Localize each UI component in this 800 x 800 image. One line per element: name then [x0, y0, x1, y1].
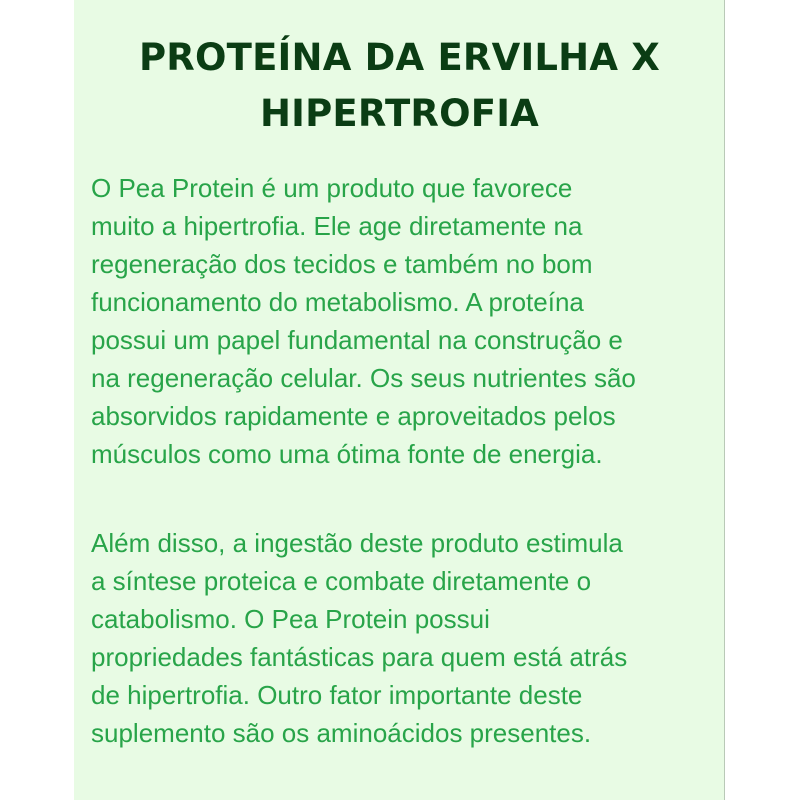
- paragraph-line: na regeneração celular. Os seus nutrientes são: [91, 363, 636, 393]
- paragraph-1: [91, 169, 717, 473]
- paragraph-line: suplemento são os aminoácidos presentes.: [91, 718, 592, 748]
- paragraph-line: Além disso, a ingestão deste produto estimula: [91, 528, 623, 558]
- title-line: HIPERTROFIA: [259, 92, 539, 135]
- paragraph-line: regeneração dos tecidos e também no bom: [91, 249, 593, 279]
- paragraph-2: [91, 524, 717, 752]
- paragraph-line: a síntese proteica e combate diretamente o: [91, 566, 592, 596]
- paragraph-line: possui um papel fundamental na construção e: [91, 325, 623, 355]
- article-title: [74, 30, 725, 142]
- paragraph-line: catabolismo. O Pea Protein possui: [91, 604, 490, 634]
- paragraph-line: músculos como uma ótima fonte de energia.: [91, 439, 603, 469]
- paragraph-line: absorvidos rapidamente e aproveitados pelos: [91, 401, 616, 431]
- paragraph-line: funcionamento do metabolismo. A proteína: [91, 287, 584, 317]
- paragraph-line: muito a hipertrofia. Ele age diretamente na: [91, 211, 583, 241]
- paragraph-line: propriedades fantásticas para quem está atrás: [91, 642, 628, 672]
- paragraph-line: O Pea Protein é um produto que favorece: [91, 173, 573, 203]
- paragraph-line: de hipertrofia. Outro fator importante deste: [91, 680, 583, 710]
- title-line: PROTEÍNA DA ERVILHA X: [138, 36, 660, 79]
